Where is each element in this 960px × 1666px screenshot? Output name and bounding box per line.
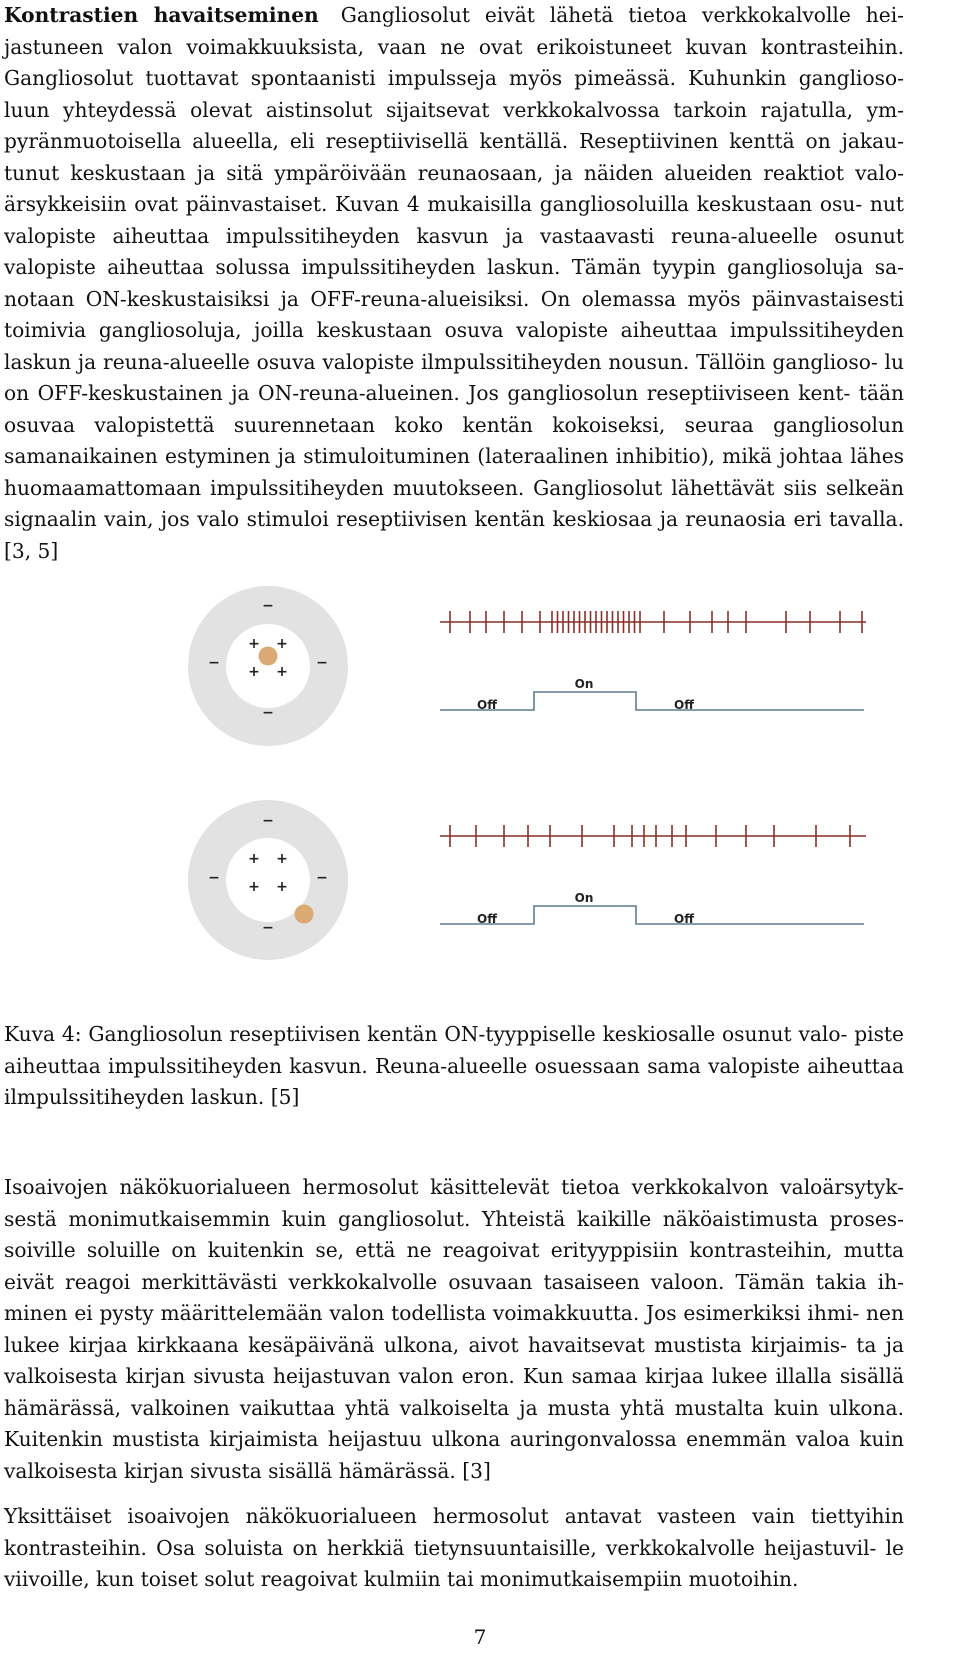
figure-caption (4, 1019, 904, 1114)
minus-sign: − (316, 655, 328, 671)
minus-sign: − (208, 655, 220, 671)
paragraph-cortical-neurons (4, 1501, 904, 1596)
paragraph-line: lähes huomaamattomaan impulssitiheyden muutokseen. Gangliosolut lähettävät siis (4, 444, 905, 500)
paragraph-line: laskun ja reuna-alueelle osuva valopiste ilmpulssitiheyden nousun. Tällöin ganglioso- (4, 349, 878, 374)
plus-sign: + (276, 636, 288, 652)
paragraph-line: eri tavalla. [3, 5] (4, 507, 904, 563)
label-off: Off (477, 698, 497, 712)
paragraph-line: le viivoille, kun toiset solut reagoivat kulmiin tai monimutkaisempiin muotoihin. (4, 1535, 904, 1591)
paragraph-line: tunut keskustaan ja sitä ympäröivään reunaosaan, ja näiden alueiden reaktiot valo- (4, 160, 904, 185)
minus-sign: − (262, 920, 274, 936)
label-off: Off (674, 698, 694, 712)
plus-sign: + (248, 879, 260, 895)
paragraph-line: nut valopiste aiheuttaa impulssitiheyden kasvun ja vastaavasti reuna-alueelle osunut (4, 192, 904, 248)
caption-line: Kuva 4: Gangliosolun reseptiivisen kentän ON-tyyppiselle keskiosalle osunut valo- (4, 1022, 848, 1046)
label-off: Off (674, 912, 694, 926)
paragraph-line: lu on OFF-keskustainen ja ON-reuna-alueinen. Jos gangliosolun reseptiiviseen kent- (4, 349, 904, 405)
caption-line: piste aiheuttaa impulssitiheyden kasvun. Reuna-alueelle osuessaan sama valopiste (4, 1022, 904, 1078)
stimulus-trace (440, 906, 864, 924)
paragraph-line: samanaikainen estyminen ja stimuloituminen (lateraalinen inhibitio), mikä johtaa (4, 444, 843, 468)
paragraph-line: ta ja valkoisesta kirjan sivusta heijastuvan valon eron. Kun samaa kirjaa lukee illalla (4, 1332, 904, 1388)
paragraph-line: valopiste aiheuttaa solussa impulssitiheyden laskun. Tämän tyypin gangliosoluja sa- (4, 255, 904, 279)
paragraph-line: ulkona. Kuitenkin mustista kirjaimista heijastuu ulkona auringonvalossa enemmän (4, 1395, 904, 1451)
plus-sign: + (276, 879, 288, 895)
section-heading: Kontrastien havaitseminen (4, 3, 319, 27)
minus-sign: − (316, 870, 328, 886)
paragraph-line: toimivia gangliosoluja, joilla keskustaan osuva valopiste aiheuttaa impulssitiheyden (4, 318, 904, 342)
paragraph-line: tään osuvaa valopistettä suurennetaan koko kentän kokoiseksi, seuraa gangliosolun (4, 381, 905, 437)
plus-sign: + (276, 851, 288, 867)
paragraph-line: luun yhteydessä olevat aistinsolut sijaitsevat verkkokalvossa tarkoin rajatulla, ym- (4, 97, 904, 122)
paragraph-line: Yksittäiset isoaivojen näkökuorialueen hermosolut antavat vasteen vain tiettyihin (4, 1504, 904, 1528)
paragraph-line: minen ei pysty määrittelemään valon todellista voimakkuutta. Jos esimerkiksi ihmi- (4, 1301, 860, 1325)
minus-sign: − (262, 598, 274, 614)
light-spot (295, 905, 314, 924)
paragraph-line: sisällä hämärässä, valkoinen vaikuttaa yhtä valkoiselta ja musta yhtä mustalta kuin (4, 1364, 904, 1420)
light-spot (259, 647, 278, 666)
minus-sign: − (262, 813, 274, 829)
caption-line: aiheuttaa ilmpulssitiheyden laskun. [5] (4, 1053, 904, 1109)
paragraph-line: pyränmuotoisella alueella, eli reseptiivisellä kentällä. Reseptiivinen kenttä on jakau- (4, 129, 904, 153)
minus-sign: − (208, 870, 220, 886)
paragraph-line: kontrasteihin. Osa soluista on herkkiä tietynsuuntaisille, verkkokalvolle heijastuvil- (4, 1535, 877, 1560)
paragraph-line: Isoaivojen näkökuorialueen hermosolut käsittelevät tietoa verkkokalvon valoärsytyk- (4, 1175, 904, 1199)
plus-sign: + (248, 851, 260, 867)
label-on: On (574, 677, 594, 691)
plus-sign: + (248, 664, 260, 680)
plus-sign: + (248, 636, 260, 652)
paragraph-line: soiville soluille on kuitenkin se, että ne reagoivat erityyppisiin kontrasteihin, mutta (4, 1238, 904, 1262)
paragraph-visual-cortex (4, 1172, 904, 1487)
paragraph-contrast-perception (4, 0, 904, 567)
paragraph-line: selkeän signaalin vain, jos valo stimuloi reseptiivisen kentän keskiosaa ja reunaosia (4, 475, 904, 531)
page-number: 7 (473, 1625, 487, 1649)
label-off: Off (477, 912, 497, 926)
paragraph-line: Gangliosolut tuottavat spontaanisti impulsseja myös pimeässä. Kuhunkin ganglioso- (4, 66, 904, 90)
paragraph-line: nen lukee kirjaa kirkkaana kesäpäivänä ulkona, aivot havaitsevat mustista kirjaimis- (4, 1301, 904, 1357)
paragraph-line: valoa kuin valkoisesta kirjan sivusta sisällä hämärässä. [3] (4, 1427, 905, 1483)
bottom-panel-surround-stimulus (188, 800, 866, 960)
paragraph-line: sestä monimutkaisemmin kuin gangliosolut. Yhteistä kaikille näköaistimusta proses- (4, 1206, 904, 1231)
minus-sign: − (262, 705, 274, 721)
figure-svg (4, 598, 904, 1000)
paragraph-line: ärsykkeisiin ovat päinvastaiset. Kuvan 4 mukaisilla gangliosoluilla keskustaan osu- (4, 192, 863, 216)
top-panel-center-stimulus (188, 586, 866, 746)
figure-4-receptive-field-diagram (4, 598, 904, 1000)
paragraph-line: notaan ON-keskustaisiksi ja OFF-reuna-alueisiksi. On olemassa myös päinvastaisesti (4, 286, 904, 311)
paragraph-line: eivät reagoi merkittävästi verkkokalvolle osuvaan tasaiseen valoon. Tämän takia ih- (4, 1269, 904, 1294)
paragraph-line: jastuneen valon voimakkuuksista, vaan ne ovat erikoistuneet kuvan kontrasteihin. (4, 34, 904, 59)
stimulus-trace (440, 692, 864, 710)
paragraph-line: Gangliosolut eivät lähetä tietoa verkkokalvolle hei- (340, 3, 904, 27)
label-on: On (574, 891, 594, 905)
receptive-field-center (226, 624, 310, 708)
plus-sign: + (276, 664, 288, 680)
